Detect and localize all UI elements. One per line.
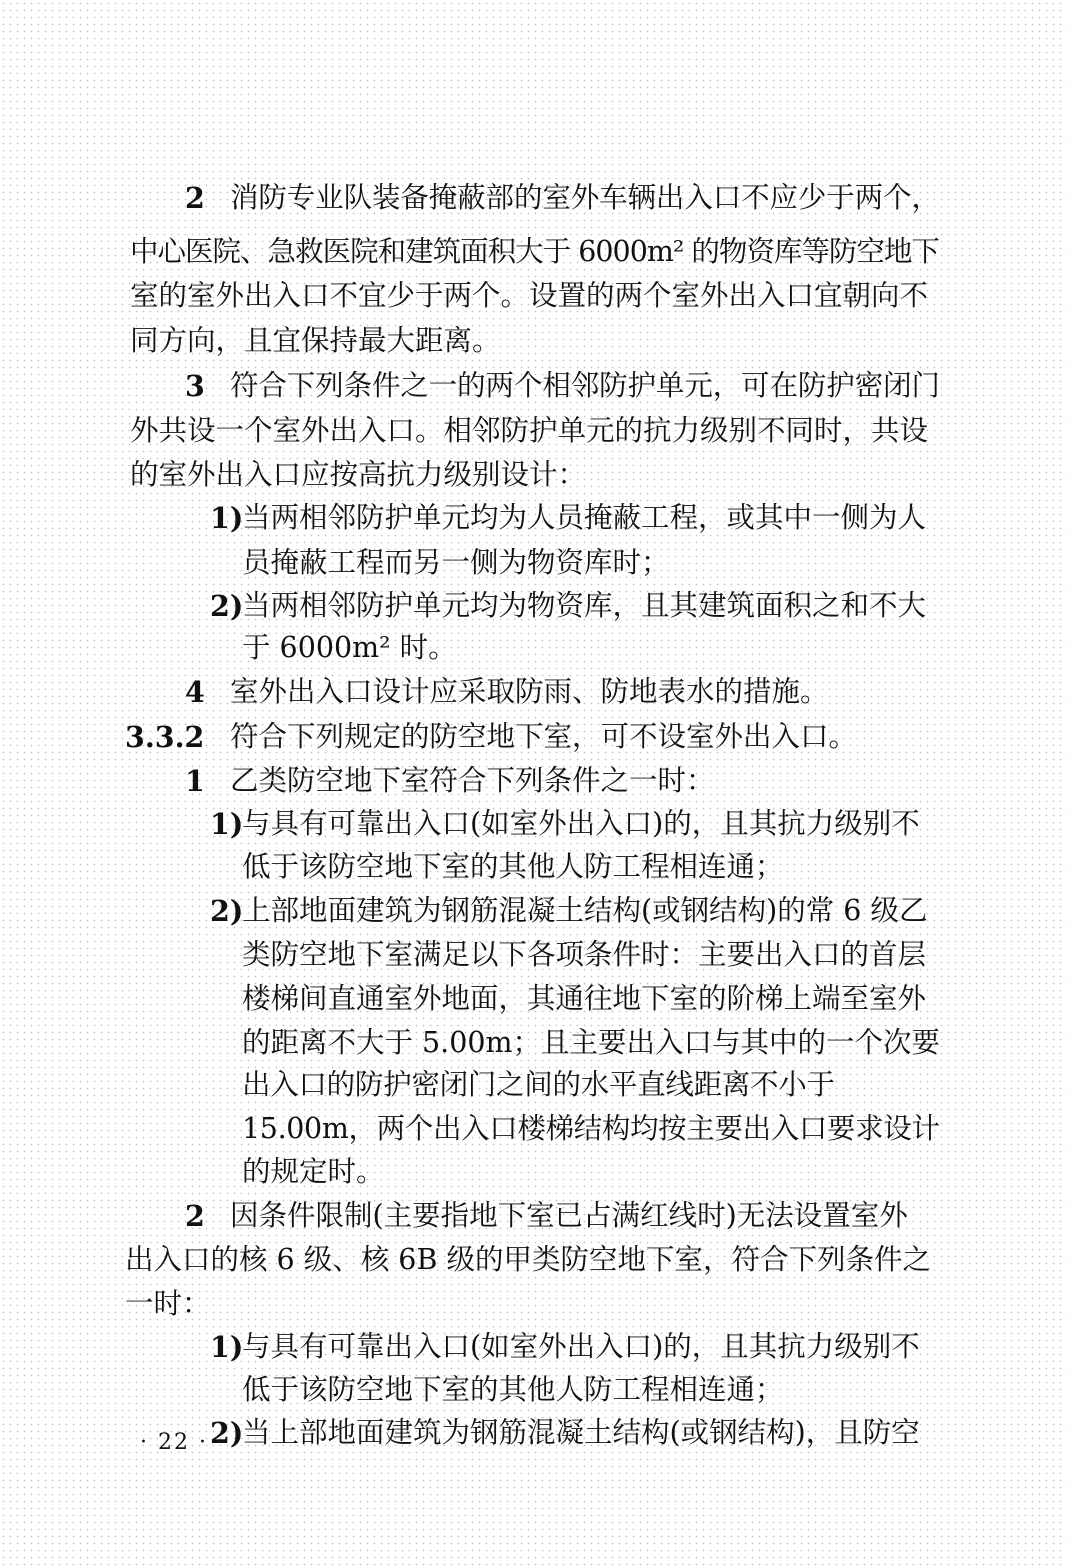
clause-3-3-2-line-1 xyxy=(0,715,1067,759)
paragraph-text: 15.00m，两个出入口楼梯结构均按主要出入口要求设计 xyxy=(242,1112,940,1145)
item-number: 2 xyxy=(185,1199,205,1233)
sub-item-number: 1) xyxy=(210,501,244,535)
clause-item-1-line-1 xyxy=(0,759,1067,803)
paragraph-text: 当上部地面建筑为钢筋混凝土结构(或钢结构)，且防空 xyxy=(242,1416,920,1449)
paragraph-text: 室外出入口设计应采取防雨、防地表水的措施。 xyxy=(230,675,829,708)
clause-sub-item-2-line-2 xyxy=(0,933,1067,977)
sub-item-number: 2) xyxy=(210,1416,244,1450)
item-3-line-1 xyxy=(0,364,1067,408)
item-2-line-3 xyxy=(0,274,1067,318)
clause-item-2-sub-1-line-2 xyxy=(0,1368,1067,1412)
paragraph-text: 类防空地下室满足以下各项条件时：主要出入口的首层 xyxy=(242,938,927,971)
paragraph-text: 室的室外出入口不宜少于两个。设置的两个室外出入口宜朝向不 xyxy=(130,279,929,312)
sub-item-number: 2) xyxy=(210,589,244,623)
clause-item-2-sub-1-line-1 xyxy=(0,1325,1067,1369)
paragraph-text: 与具有可靠出入口(如室外出入口)的，且其抗力级别不 xyxy=(242,1330,920,1363)
paragraph-text: 乙类防空地下室符合下列条件之一时： xyxy=(230,764,715,797)
paragraph-text: 的距离不大于 5.00m；且主要出入口与其中的一个次要 xyxy=(242,1026,940,1059)
sub-item-number: 2) xyxy=(210,894,244,928)
paragraph-text: 的室外出入口应按高抗力级别设计： xyxy=(130,458,587,491)
clause-sub-item-2-line-6 xyxy=(0,1107,1067,1151)
item-2-line-1 xyxy=(0,176,1067,220)
paragraph-text: 员掩蔽工程而另一侧为物资库时； xyxy=(242,546,670,579)
sub-item-2-line-1 xyxy=(0,584,1067,628)
item-number: 4 xyxy=(185,675,205,709)
paragraph-text: 的规定时。 xyxy=(242,1155,385,1188)
clause-item-2-line-2 xyxy=(0,1238,1067,1282)
paragraph-text: 消防专业队装备掩蔽部的室外车辆出入口不应少于两个， xyxy=(230,181,940,214)
page-number: · 22 · xyxy=(140,1430,208,1455)
paragraph-text: 符合下列条件之一的两个相邻防护单元，可在防护密闭门 xyxy=(230,369,940,402)
sub-item-number: 1) xyxy=(210,1330,244,1364)
paragraph-text: 低于该防空地下室的其他人防工程相连通； xyxy=(242,1373,784,1406)
item-3-line-3 xyxy=(0,453,1067,497)
item-number: 3 xyxy=(185,369,205,403)
clause-sub-item-2-line-4 xyxy=(0,1021,1067,1065)
clause-item-2-line-3 xyxy=(0,1282,1067,1326)
paragraph-text: 符合下列规定的防空地下室，可不设室外出入口。 xyxy=(230,720,858,753)
clause-sub-item-2-line-1 xyxy=(0,889,1067,933)
clause-sub-item-2-line-3 xyxy=(0,977,1067,1021)
clause-sub-item-2-line-7 xyxy=(0,1150,1067,1194)
paragraph-text: 低于该防空地下室的其他人防工程相连通； xyxy=(242,850,784,883)
paragraph-text: 当两相邻防护单元均为人员掩蔽工程，或其中一侧为人 xyxy=(242,501,927,534)
clause-sub-item-1-line-2 xyxy=(0,845,1067,889)
paragraph-text: 出入口的核 6 级、核 6B 级的甲类防空地下室，符合下列条件之 xyxy=(125,1243,931,1276)
paragraph-text: 一时： xyxy=(125,1287,211,1320)
clause-sub-item-2-line-5 xyxy=(0,1063,1067,1107)
item-number: 2 xyxy=(185,181,205,215)
item-number: 1 xyxy=(185,764,205,798)
paragraph-text: 上部地面建筑为钢筋混凝土结构(或钢结构)的常 6 级乙 xyxy=(242,894,928,927)
paragraph-text: 与具有可靠出入口(如室外出入口)的，且其抗力级别不 xyxy=(242,807,920,840)
paragraph-text: 同方向，且宜保持最大距离。 xyxy=(130,324,501,357)
paragraph-text: 楼梯间直通室外地面，其通往地下室的阶梯上端至室外 xyxy=(242,982,927,1015)
paragraph-text: 中心医院、急救医院和建筑面积大于 6000m² 的物资库等防空地下 xyxy=(130,235,940,268)
clause-sub-item-1-line-1 xyxy=(0,802,1067,846)
clause-number: 3.3.2 xyxy=(125,720,205,754)
paragraph-text: 于 6000m² 时。 xyxy=(242,631,457,664)
sub-item-1-line-1 xyxy=(0,496,1067,540)
paragraph-text: 出入口的防护密闭门之间的水平直线距离不小于 xyxy=(242,1068,835,1101)
clause-item-2-line-1 xyxy=(0,1194,1067,1238)
item-3-line-2 xyxy=(0,409,1067,453)
item-2-line-4 xyxy=(0,319,1067,363)
item-4-line-1 xyxy=(0,670,1067,714)
sub-item-1-line-2 xyxy=(0,541,1067,585)
item-2-line-2 xyxy=(0,230,1067,274)
paragraph-text: 当两相邻防护单元均为物资库，且其建筑面积之和不大 xyxy=(242,589,927,622)
sub-item-number: 1) xyxy=(210,807,244,841)
sub-item-2-line-2 xyxy=(0,626,1067,670)
paragraph-text: 外共设一个室外出入口。相邻防护单元的抗力级别不同时，共设 xyxy=(130,414,929,447)
paragraph-text: 因条件限制(主要指地下室已占满红线时)无法设置室外 xyxy=(230,1199,908,1232)
